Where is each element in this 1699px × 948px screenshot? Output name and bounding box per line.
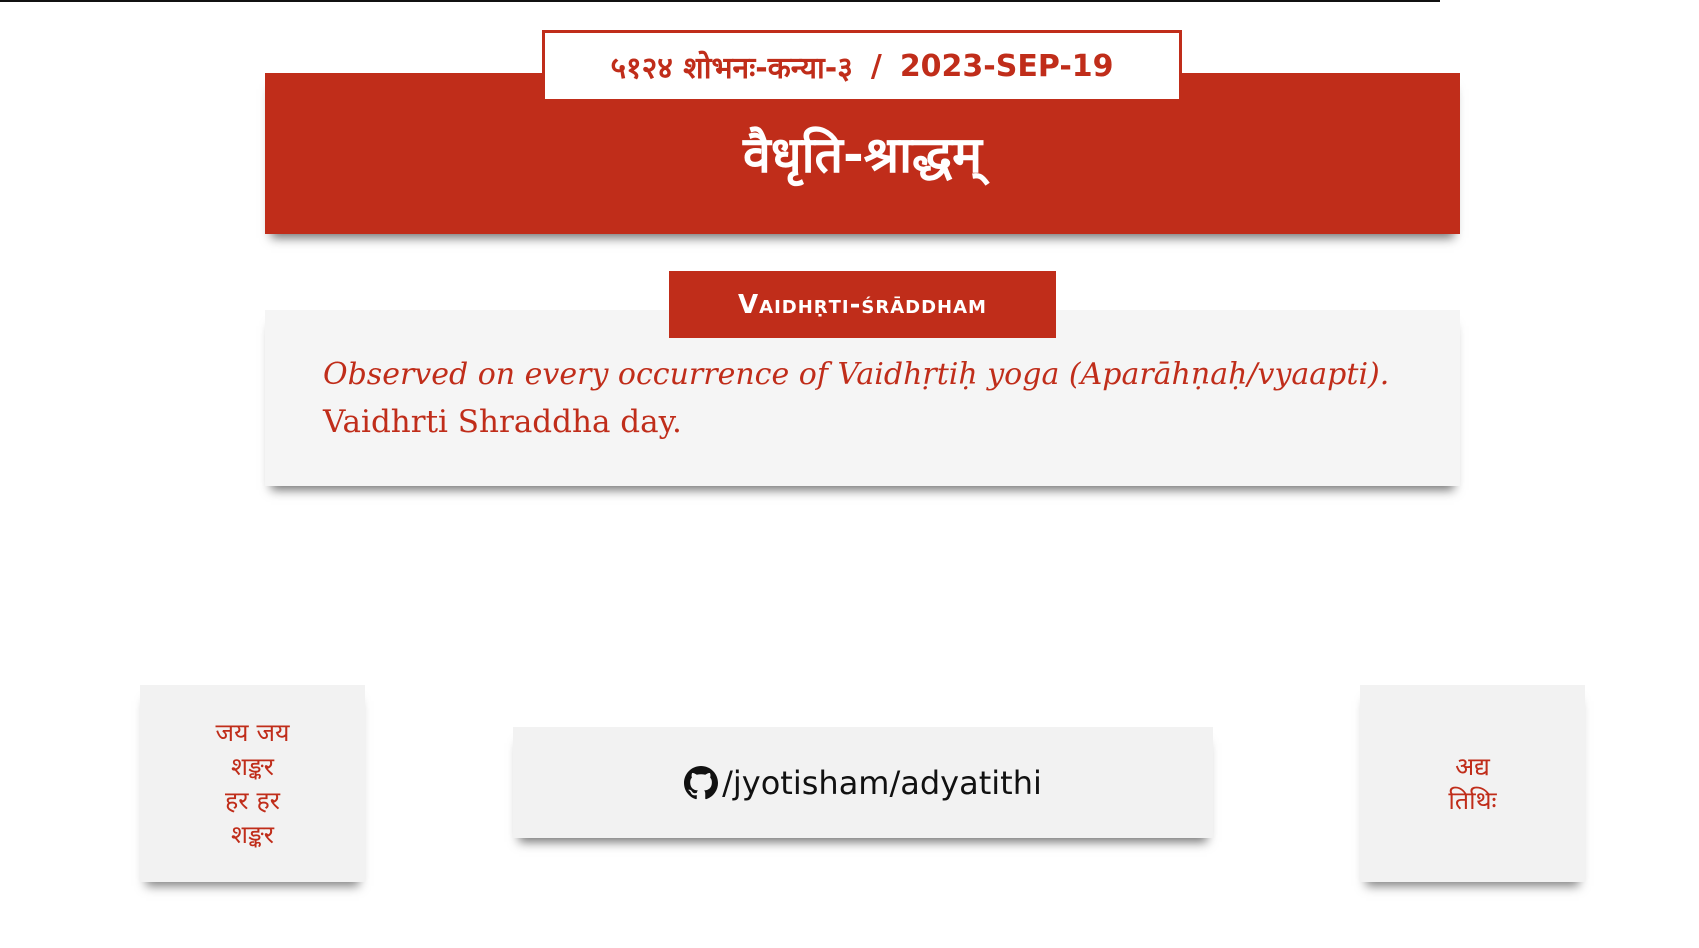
- festival-description: [323, 352, 1420, 446]
- today-line: तिथिः: [1448, 785, 1497, 815]
- today-tithi-card: [1360, 685, 1585, 882]
- date-indian: ५१२४ शोभनः-कन्या-३: [610, 50, 853, 86]
- today-line: अद्य: [1455, 751, 1490, 781]
- date-separator: /: [870, 48, 882, 84]
- blessing-line: शङ्कर: [230, 751, 275, 781]
- festival-label: Vaidhṛti-śrāddham: [669, 271, 1056, 338]
- today-tithi-lines: [1448, 750, 1496, 818]
- blessing-card: [140, 685, 365, 882]
- page-title: वैधृति-श्राद्धम्: [743, 126, 982, 184]
- blessing-line: जय जय: [215, 717, 290, 747]
- github-link[interactable]: [513, 727, 1213, 838]
- top-rule: [0, 0, 1440, 2]
- blessing-line: हर हर: [225, 785, 280, 815]
- github-icon: [684, 766, 718, 800]
- blessing-lines: [215, 716, 289, 852]
- github-link-text: /jyotisham/adyatithi: [722, 763, 1042, 802]
- date-badge: [542, 30, 1182, 102]
- date-gregorian: 2023-SEP-19: [899, 48, 1114, 84]
- description-italic: Observed on every occurrence of Vaidhṛtiḥ yoga (Aparāhṇaḥ/vyaapti).: [323, 357, 1390, 392]
- blessing-line: शङ्कर: [230, 819, 275, 849]
- description-text: Vaidhrti Shraddha day.: [323, 404, 682, 440]
